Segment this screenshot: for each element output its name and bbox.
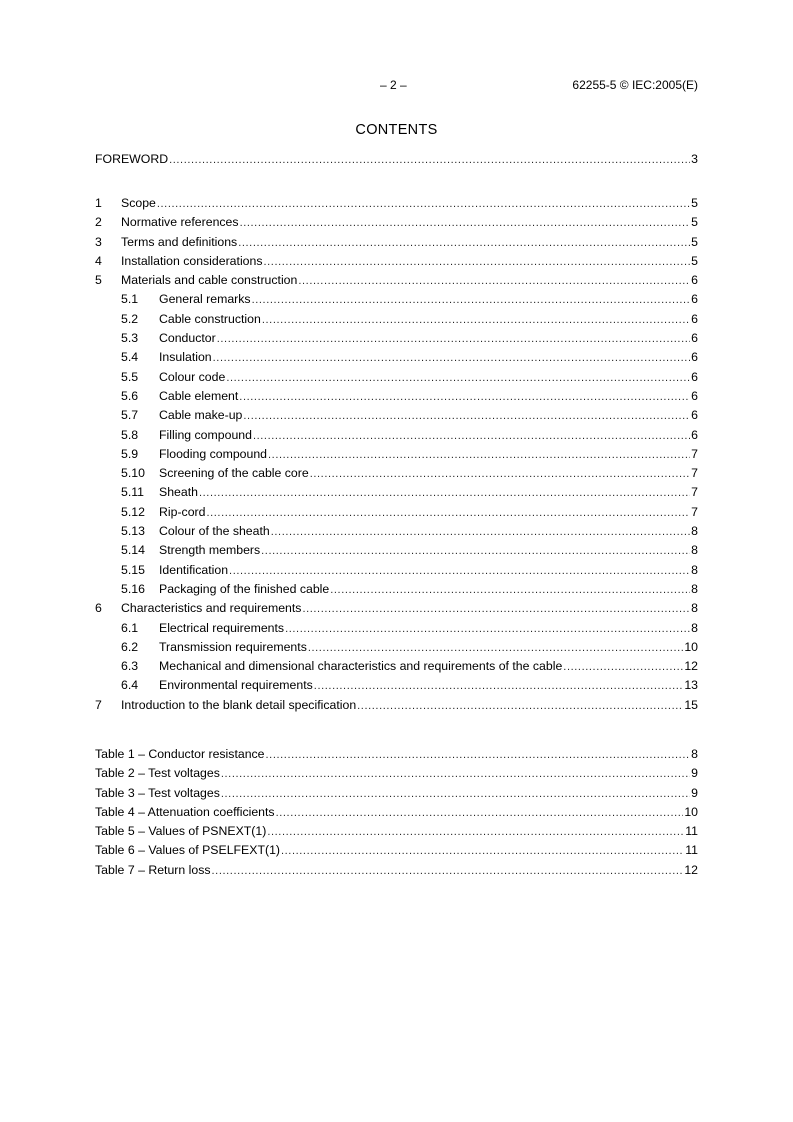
toc-entry-5-6[interactable] [95,387,698,406]
toc-entry-number: 6.1 [121,620,139,635]
toc-entry-label: Table 1 – Conductor resistance [95,747,265,761]
toc-entry-3[interactable] [95,233,698,252]
leader-dots [252,291,691,310]
toc-entry-number: 5.14 [121,543,145,558]
toc-entry-page: 6 [691,427,698,442]
toc-entry-5-5[interactable] [95,368,698,387]
toc-entry-number: 2 [95,215,102,230]
toc-entry-number: 5.16 [121,581,145,596]
toc-entry-4[interactable] [95,252,698,271]
leader-dots [267,823,684,842]
toc-entry-label: Colour code [159,369,226,384]
toc-table-entry-7[interactable] [95,861,698,880]
toc-entry-page: 10 [684,804,698,819]
toc-entry-label: Colour of the sheath [159,524,270,539]
toc-entry-6-3[interactable] [95,657,698,676]
toc-entry-label: Transmission requirements [159,639,307,654]
toc-entry-page: 8 [691,601,698,616]
toc-entry-page: 6 [691,369,698,384]
toc-entry-label: Electrical requirements [159,620,285,635]
toc-entry-number: 5.12 [121,504,145,519]
toc-entry-label: Rip-cord [159,504,206,519]
leader-dots [298,272,690,291]
toc-entry-number: 1 [95,196,102,210]
toc-entry-label: Table 7 – Return loss [95,862,211,877]
toc-entry-page: 6 [691,311,698,326]
toc-entry-label: Environmental requirements [159,678,313,693]
toc-entry-label: Cable construction [159,311,261,326]
toc-entry-number: 5.13 [121,524,145,539]
toc-entry-label: Table 6 – Values of PSELFEXT(1) [95,843,280,858]
toc-entry-number: 5.7 [121,408,139,423]
leader-dots [221,785,690,804]
leader-dots [157,195,690,214]
leader-dots [308,639,683,658]
toc-entry-label: Identification [159,562,229,577]
toc-entry-number: 4 [95,253,102,268]
toc-entry-number: 6 [95,601,102,616]
leader-dots [261,542,690,561]
toc-entry-5-2[interactable] [95,310,698,329]
toc-entry-number: 5.10 [121,466,145,481]
toc-entry-page: 7 [691,485,698,500]
document-id: 62255-5 © IEC:2005(E) [572,78,698,92]
toc-entry-number: 6.2 [121,639,139,654]
leader-dots [253,427,690,446]
toc-entry-label: Strength members [159,543,261,558]
toc-tables [95,745,698,880]
toc-entry-page: 8 [691,747,698,761]
toc-entry-label: Cable make-up [159,408,243,423]
toc-entry-label: Screening of the cable core [159,466,309,481]
toc-entry-page: 12 [684,659,698,674]
toc-entry-7[interactable] [95,696,698,715]
toc-entry-2[interactable] [95,213,698,232]
toc-entry-page: 6 [691,350,698,365]
leader-dots [268,446,690,465]
toc-entry-foreword[interactable] [95,150,698,169]
toc-entry-page: 6 [691,273,698,288]
toc-entry-label: Flooding compound [159,446,268,461]
toc-entry-5-9[interactable] [95,445,698,464]
toc-entry-number: 5.9 [121,446,139,461]
leader-dots [357,697,683,716]
toc-entry-page: 15 [684,697,698,712]
toc-entry-page: 6 [691,331,698,346]
toc-entry-page: 13 [684,678,698,693]
leader-dots [240,214,691,233]
toc-entry-page: 8 [691,543,698,558]
leader-dots [271,523,690,542]
toc-entry-label: Table 3 – Test voltages [95,785,220,800]
leader-dots [563,658,683,677]
toc-entry-page: 11 [685,824,698,839]
toc-entry-label: Terms and definitions [121,234,238,249]
toc-entry-page: 5 [691,234,698,249]
toc-entry-number: 5.11 [121,485,145,500]
toc-entry-page: 9 [691,785,698,800]
toc-entry-page: 8 [691,524,698,539]
toc-entry-label: Materials and cable construction [121,273,298,288]
toc-entry-number: 5.8 [121,427,139,442]
toc-entry-page: 6 [691,388,698,403]
leader-dots [199,484,690,503]
toc-entry-page: 5 [691,196,698,210]
toc-entry-5-8[interactable] [95,426,698,445]
toc-entry-5-1[interactable] [95,290,698,309]
toc-entry-1[interactable] [95,194,698,213]
leader-dots [229,562,690,581]
toc-entry-5-12[interactable] [95,503,698,522]
page-title: CONTENTS [355,122,438,138]
page-number: – 2 – [380,78,407,92]
toc-entry-6-2[interactable] [95,638,698,657]
leader-dots [266,746,691,765]
toc-entry-label: Conductor [159,331,216,346]
toc-entry-page: 8 [691,620,698,635]
leader-dots [169,151,690,170]
toc-table-entry-6[interactable] [95,841,698,860]
leader-dots [213,349,691,368]
toc-entry-label: General remarks [159,292,251,307]
toc-entry-6-4[interactable] [95,676,698,695]
toc-entry-label: Sheath [159,485,198,500]
leader-dots [239,388,690,407]
toc-entry-5-15[interactable] [95,561,698,580]
toc-entry-5[interactable] [95,271,698,290]
toc-entry-label: Mechanical and dimensional characteristics and requirements of the cable [159,659,563,674]
toc-entry-number: 3 [95,234,102,249]
toc-table-entry-3[interactable] [95,784,698,803]
toc-entry-label: Introduction to the blank detail specification [121,697,357,712]
leader-dots [302,600,690,619]
toc-entry-label: Packaging of the finished cable [159,581,330,596]
leader-dots [264,253,691,272]
toc-entry-label: Cable element [159,388,239,403]
toc-table-entry-2[interactable] [95,764,698,783]
leader-dots [212,862,684,881]
toc-entry-number: 7 [95,697,102,712]
toc-entry-5-3[interactable] [95,329,698,348]
leader-dots [221,765,690,784]
toc-entry-5-13[interactable] [95,522,698,541]
toc-entry-number: 6.4 [121,678,139,693]
toc-entry-page: 7 [691,446,698,461]
toc-entry-page: 8 [691,562,698,577]
leader-dots [330,581,690,600]
toc-entry-number: 5.3 [121,331,139,346]
toc-entry-page: 5 [691,253,698,268]
toc-entry-number: 5.15 [121,562,145,577]
leader-dots [310,465,690,484]
toc-entry-number: 5.5 [121,369,139,384]
leader-dots [281,842,684,861]
toc-entry-number: 6.3 [121,659,139,674]
toc-entry-label: Insulation [159,350,212,365]
toc-entry-page: 6 [691,408,698,423]
leader-dots [217,330,690,349]
toc-table-entry-1[interactable] [95,745,698,764]
toc-entry-page: 11 [685,843,698,858]
toc-entry-page: 7 [691,466,698,481]
toc-entry-page: 10 [684,639,698,654]
toc-entry-number: 5 [95,273,102,288]
toc-entry-5-10[interactable] [95,464,698,483]
toc-entry-6[interactable] [95,599,698,618]
toc-table-entry-5[interactable] [95,822,698,841]
toc-table-entry-4[interactable] [95,803,698,822]
toc-entry-5-14[interactable] [95,541,698,560]
toc-entry-label: Table 5 – Values of PSNEXT(1) [95,824,267,839]
toc-entry-label: Installation considerations [121,253,263,268]
toc-entry-label: Filling compound [159,427,252,442]
leader-dots [262,311,690,330]
toc-entry-label: Normative references [121,215,239,230]
leader-dots [243,407,690,426]
toc-entry-label: FOREWORD [95,152,169,166]
leader-dots [285,620,690,639]
toc-entry-page: 9 [691,766,698,781]
toc-entry-page: 12 [684,862,698,877]
toc-entry-5-7[interactable] [95,406,698,425]
leader-dots [206,504,690,523]
toc-entry-label: Table 2 – Test voltages [95,766,220,781]
leader-dots [238,234,690,253]
toc-entry-number: 5.6 [121,388,139,403]
toc-entry-page: 6 [691,292,698,307]
toc-entry-5-11[interactable] [95,483,698,502]
toc-entry-number: 5.2 [121,311,139,326]
toc-entry-number: 5.4 [121,350,139,365]
leader-dots [276,804,684,823]
leader-dots [314,677,684,696]
foreword-block [95,150,698,169]
toc-entry-label: Characteristics and requirements [121,601,302,616]
toc-entry-page: 5 [691,215,698,230]
toc-entry-number: 5.1 [121,292,139,307]
leader-dots [226,369,690,388]
toc-entry-page: 3 [691,152,698,166]
toc-sections [95,194,698,715]
toc-entry-page: 7 [691,504,698,519]
toc-entry-page: 8 [691,581,698,596]
toc-entry-label: Scope [121,196,156,210]
toc-entry-5-4[interactable] [95,348,698,367]
toc-entry-5-16[interactable] [95,580,698,599]
toc-entry-6-1[interactable] [95,619,698,638]
toc-entry-label: Table 4 – Attenuation coefficients [95,804,275,819]
